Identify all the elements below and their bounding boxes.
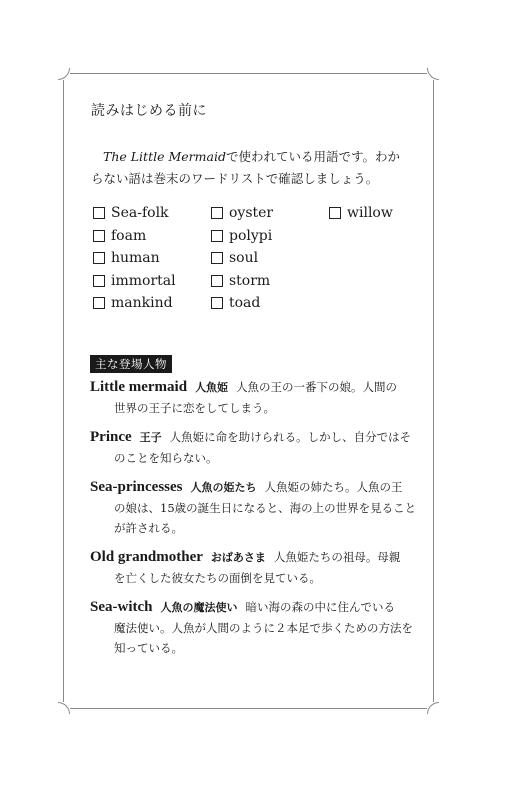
vocabulary-checklist bbox=[93, 202, 429, 315]
character-entry bbox=[90, 427, 422, 468]
character-desc-line1: 暗い海の森の中に住んでいる bbox=[245, 600, 395, 614]
character-jname: おばあさま bbox=[210, 551, 266, 564]
character-desc-line2: 世界の王子に恋をしてしまう。 bbox=[114, 401, 275, 415]
character-name: Old grandmother bbox=[90, 549, 203, 565]
intro-line2: らない語は巻末のワードリストで確認しましょう。 bbox=[91, 171, 379, 186]
word-label: Sea-folk bbox=[111, 205, 169, 222]
intro-paragraph bbox=[91, 146, 421, 190]
checkbox-icon[interactable] bbox=[329, 207, 341, 219]
word-label: oyster bbox=[229, 205, 274, 222]
checkbox-icon[interactable] bbox=[211, 207, 223, 219]
character-name: Sea-witch bbox=[90, 599, 153, 615]
word-label: storm bbox=[229, 272, 271, 289]
checkbox-icon[interactable] bbox=[93, 252, 105, 264]
character-desc-line1: 人魚姫に命を助けられる。しかし、自分ではそ bbox=[169, 430, 412, 444]
frame-corner bbox=[58, 702, 70, 714]
checkbox-icon[interactable] bbox=[211, 230, 223, 242]
character-desc-line2: の娘は、15歳の誕生日になると、海の上の世界を見ること bbox=[114, 501, 417, 515]
character-list bbox=[90, 377, 422, 667]
character-entry bbox=[90, 377, 422, 418]
character-entry bbox=[90, 547, 422, 588]
checklist-item[interactable] bbox=[329, 202, 429, 225]
checklist-item[interactable] bbox=[211, 202, 329, 225]
checkbox-icon[interactable] bbox=[93, 275, 105, 287]
checklist-item[interactable] bbox=[211, 292, 329, 315]
character-desc-line1: 人魚姫たちの祖母。母親 bbox=[273, 550, 401, 564]
character-jname: 王子 bbox=[139, 431, 162, 444]
word-label: polypi bbox=[229, 227, 273, 244]
frame-corner bbox=[427, 702, 439, 714]
word-label: immortal bbox=[111, 272, 176, 289]
character-desc-line1: 人魚姫の姉たち。人魚の王 bbox=[264, 480, 403, 494]
character-desc bbox=[90, 448, 422, 468]
word-label: mankind bbox=[111, 295, 173, 312]
checklist-item[interactable] bbox=[93, 270, 211, 293]
word-label: human bbox=[111, 250, 160, 267]
word-label: willow bbox=[347, 205, 393, 222]
page-heading: 読みはじめる前に bbox=[91, 103, 207, 119]
checklist-item[interactable] bbox=[93, 225, 211, 248]
checklist-item[interactable] bbox=[93, 292, 211, 315]
character-desc bbox=[90, 568, 422, 588]
checklist-item[interactable] bbox=[211, 270, 329, 293]
character-desc-line2: のことを知らない。 bbox=[114, 451, 218, 465]
character-desc-line2: 魔法使い。人魚が人間のように２本足で歩くための方法を bbox=[114, 621, 413, 635]
checkbox-icon[interactable] bbox=[211, 252, 223, 264]
checklist-item[interactable] bbox=[93, 247, 211, 270]
character-desc bbox=[90, 398, 422, 418]
checkbox-icon[interactable] bbox=[211, 297, 223, 309]
character-entry bbox=[90, 597, 422, 658]
checklist-item[interactable] bbox=[211, 225, 329, 248]
character-desc-line1: 人魚の王の一番下の娘。人間の bbox=[236, 380, 398, 394]
frame-corner bbox=[58, 68, 70, 80]
section-label-characters: 主な登場人物 bbox=[90, 355, 172, 373]
checklist-item[interactable] bbox=[211, 247, 329, 270]
character-entry bbox=[90, 477, 422, 538]
character-desc-line3: 知っている。 bbox=[114, 641, 183, 655]
character-jname: 人魚姫 bbox=[195, 381, 229, 394]
character-desc-line3: が許される。 bbox=[114, 521, 183, 535]
frame-corner bbox=[427, 68, 439, 80]
character-jname: 人魚の魔法使い bbox=[160, 601, 238, 614]
character-jname: 人魚の姫たち bbox=[190, 481, 257, 494]
character-name: Prince bbox=[90, 429, 132, 445]
book-title: The Little Mermaid bbox=[103, 149, 226, 164]
character-desc bbox=[90, 618, 422, 658]
character-desc bbox=[90, 498, 422, 538]
checkbox-icon[interactable] bbox=[93, 297, 105, 309]
intro-line1: で使われている用語です。わか bbox=[225, 149, 400, 164]
word-label: toad bbox=[229, 295, 261, 312]
word-label: foam bbox=[111, 227, 147, 244]
character-name: Sea-princesses bbox=[90, 479, 183, 495]
checkbox-icon[interactable] bbox=[211, 275, 223, 287]
word-label: soul bbox=[229, 250, 259, 267]
checkbox-icon[interactable] bbox=[93, 207, 105, 219]
character-name: Little mermaid bbox=[90, 379, 188, 395]
character-desc-line2: を亡くした彼女たちの面倒を見ている。 bbox=[114, 571, 321, 585]
checklist-item[interactable] bbox=[93, 202, 211, 225]
checkbox-icon[interactable] bbox=[93, 230, 105, 242]
